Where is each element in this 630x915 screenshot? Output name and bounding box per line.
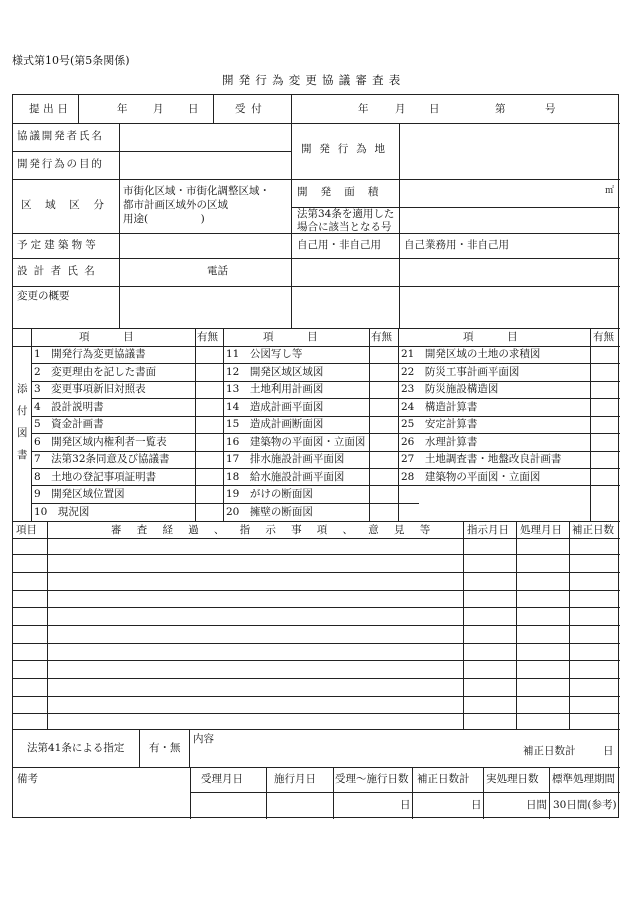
receipt-month: 月 (395, 103, 406, 115)
attach-col2-header: 項目 (263, 331, 352, 343)
site-label: 開発行為地 (301, 143, 393, 155)
attach-item: 15 造成計画断面図 (226, 418, 324, 430)
form-number: 様式第10号(第5条関係) (12, 54, 130, 67)
art34-line2: 場合に該当となる号 (297, 221, 392, 233)
purpose-label: 開発行為の目的 (17, 158, 104, 170)
receipt-day: 日 (429, 103, 440, 115)
area-unit: ㎡ (605, 186, 615, 196)
review-handle-header: 処理月日 (520, 524, 562, 536)
attach-item: 28 建築物の平面図・立面図 (401, 471, 541, 483)
change-summary-label: 変更の概要 (17, 290, 70, 302)
actual-days-unit: 日間 (526, 799, 547, 811)
attach-item: 26 水理計算書 (401, 436, 478, 448)
attach-item: 19 がけの断面図 (226, 488, 313, 500)
art41-option: 有・無 (149, 742, 181, 754)
attach-side-4: 書 (17, 449, 28, 461)
zone-label: 区域区分 (21, 199, 118, 211)
submit-day: 日 (188, 103, 199, 115)
planned-building-label: 予定建築物等 (17, 239, 99, 251)
enforced-header: 施行月日 (274, 773, 316, 785)
attach-col1-flag: 有無 (197, 331, 218, 343)
attach-item: 14 造成計画平面図 (226, 401, 324, 413)
area-label: 開発面積 (297, 186, 392, 198)
attach-item: 24 構造計算書 (401, 401, 478, 413)
attach-item: 11 公図写し等 (226, 348, 303, 360)
receipt-year: 年 (358, 103, 369, 115)
attach-item: 27 土地調査書・地盤改良計画書 (401, 453, 562, 465)
attach-col3-flag: 有無 (593, 331, 614, 343)
review-item-header: 項目 (16, 524, 37, 536)
actual-days-header: 実処理日数 (486, 773, 539, 785)
review-fix-header: 補正日数 (572, 524, 614, 536)
phone-label: 電話 (207, 265, 228, 277)
standard-period-value: 30日間(参考) (553, 799, 617, 811)
attach-item: 4 設計説明書 (34, 401, 104, 413)
received-header: 受理月日 (201, 773, 243, 785)
attach-item: 16 建築物の平面図・立面図 (226, 436, 366, 448)
attach-side-3: 図 (17, 427, 28, 439)
zone-line2: 都市計画区域外の区域 (123, 199, 228, 211)
attach-item: 1 開発行為変更協議書 (34, 348, 146, 360)
attach-side-2: 付 (17, 405, 28, 417)
zone-line3: 用途( ) (123, 213, 205, 225)
designer-label: 設計者氏名 (17, 265, 101, 277)
receipt-number-suffix: 号 (545, 103, 556, 115)
attach-item: 10 現況図 (34, 506, 90, 518)
own-business-option: 自己業務用・非自己用 (404, 239, 509, 251)
attach-item: 13 土地利用計画図 (226, 383, 324, 395)
review-process-header: 審査経過、指示事項、意見等 (111, 524, 446, 536)
submit-month: 月 (153, 103, 164, 115)
attach-col1-header: 項目 (79, 331, 168, 343)
applicant-label: 協議開発者氏名 (17, 130, 104, 142)
attach-item: 18 給水施設計画平面図 (226, 471, 345, 483)
art41-day-unit: 日 (603, 745, 614, 757)
attach-item: 17 排水施設計画平面図 (226, 453, 345, 465)
days-between-unit: 日 (400, 799, 411, 811)
zone-line1: 市街化区域・市街化調整区域・ (123, 185, 270, 197)
art41-label: 法第41条による指定 (27, 742, 125, 754)
attach-item: 9 開発区域位置図 (34, 488, 125, 500)
attach-side-1: 添 (17, 383, 28, 395)
review-form (12, 94, 619, 818)
fix-total-unit: 日 (471, 799, 482, 811)
attach-item: 23 防災施設構造図 (401, 383, 499, 395)
review-instruct-header: 指示月日 (467, 524, 509, 536)
art41-content-label: 内容 (193, 733, 214, 745)
attach-item: 2 変更理由を記した書面 (34, 366, 157, 378)
attach-item: 25 安定計算書 (401, 418, 478, 430)
attach-item: 6 開発区域内権利者一覧表 (34, 436, 167, 448)
art34-line1: 法第34条を適用した (297, 208, 395, 220)
attach-col2-flag: 有無 (371, 331, 392, 343)
remarks-label: 備考 (17, 773, 38, 785)
attach-item: 8 土地の登記事項証明書 (34, 471, 157, 483)
page-title: 開発行為変更協議審査表 (222, 73, 406, 87)
art41-fix-total: 補正日数計 (523, 745, 576, 757)
receipt-number-prefix: 第 (495, 103, 506, 115)
attach-item: 22 防災工事計画平面図 (401, 366, 520, 378)
attach-item: 20 擁壁の断面図 (226, 506, 313, 518)
attach-item: 3 変更事項新旧対照表 (34, 383, 146, 395)
days-between-header: 受理〜施行日数 (335, 773, 409, 785)
submit-date-label: 提出日 (29, 103, 72, 115)
submit-year: 年 (117, 103, 128, 115)
attach-item: 7 法第32条同意及び協議書 (34, 453, 170, 465)
own-use-option: 自己用・非自己用 (297, 239, 381, 251)
standard-period-header: 標準処理期間 (552, 773, 615, 785)
attach-item: 21 開発区域の土地の求積図 (401, 348, 541, 360)
receipt-label: 受付 (235, 103, 268, 115)
fix-total-header: 補正日数計 (417, 773, 470, 785)
attach-col3-header: 項目 (463, 331, 552, 343)
attach-item: 5 資金計画書 (34, 418, 104, 430)
attach-item: 12 開発区域区域図 (226, 366, 324, 378)
